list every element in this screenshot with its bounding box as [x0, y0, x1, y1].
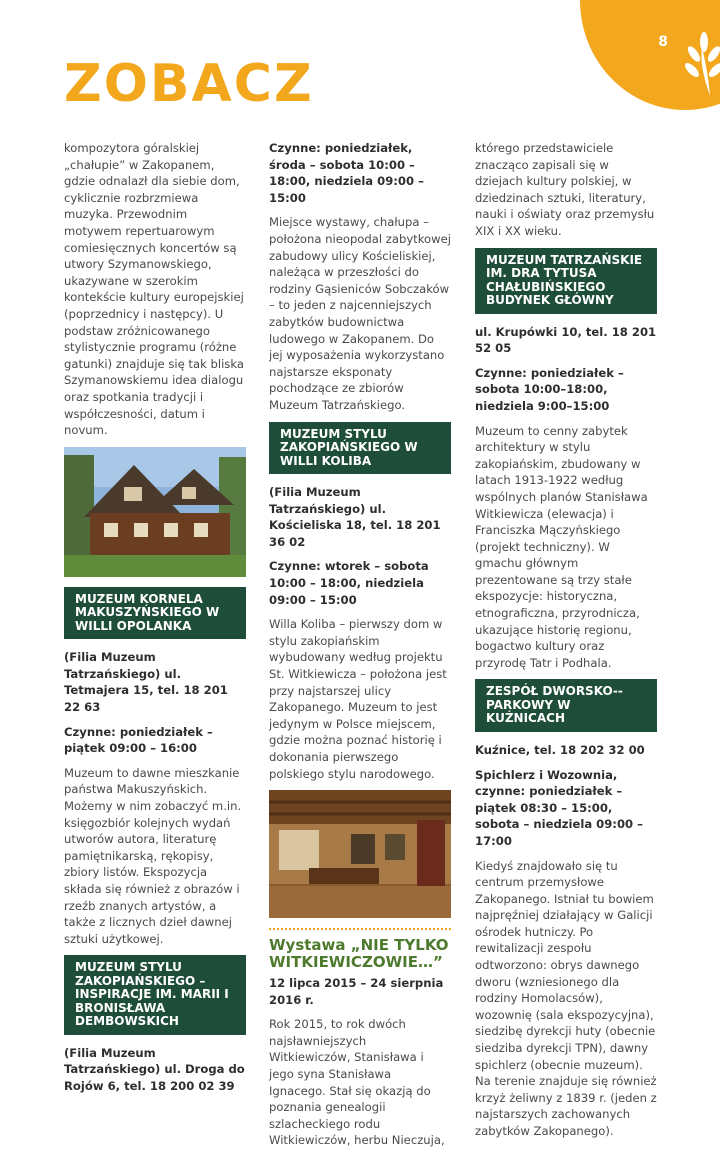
kuznice-address: Kuźnice, tel. 18 202 32 00: [475, 742, 645, 757]
column-1: [64, 140, 246, 1103]
koliba-interior-photo: [269, 790, 451, 918]
museum-makuszynski-title: MUZEUM KORNELA MAKUSZYŃSKIEGO W WILLI OPOLANKA: [64, 587, 246, 640]
museum-koliba-description: Willa Koliba – pierwszy dom w stylu zakopiańskim wybudowany według projektu St. Witkiewicza – położona jest przy najstarszej ulicy Zakopanego. Muzeum to jest jedynym w Polsce miejscem, gdzie można poznać historię i dokonania pierwszego polskiego stylu narodowego.: [269, 617, 447, 781]
wheat-icon: [670, 28, 720, 98]
museum-makuszynski-address: (Filia Muzeum Tatrzańskiego) ul. Tetmajera 15, tel. 18 201 22 63: [64, 650, 228, 714]
intro-continued: którego przedstawiciele znacząco zapisali się w dziejach kultury polskiej, w dziedzinach sztuki, literatury, nauki i oświaty oraz przemysłu XIX i XX wieku.: [475, 141, 655, 238]
exhibition-title: Wystawa „NIE TYLKO WITKIEWICZOWIE…”: [269, 928, 451, 971]
museum-koliba-hours: Czynne: wtorek – sobota 10:00 – 18:00, niedziela 09:00 – 15:00: [269, 559, 429, 607]
chalupa-description: Miejsce wystawy, chałupa – położona nieopodal zabytkowej zabudowy ulicy Kościeliskiej, należąca w przeszłości do rodziny Gąsieniców Sobczaków – to jeden z najcenniejszych zabytków budownictwa ludowego w Zakopanem. Do jej wyposażenia wykorzystano najstarsze eksponaty pochodzące ze zbiorów Muzeum Tatrzańskiego.: [269, 215, 451, 412]
page-number: 8: [658, 34, 668, 50]
villa-opolanka-photo: [64, 447, 246, 577]
page-title: ZOBACZ: [64, 54, 314, 114]
kuznice-description: Kiedyś znajdowało się tu centrum przemysłowe Zakopanego. Istniał tu bowiem najpręźniej działający w Galicji ośrodek hutniczy. Po rewitalizacji zespołu odtworzono: obrys dawnego dworu (wzniesionego dla rodziny Homolacsów), wozownię (sala ekspozycyjna), siedzibę dyrekcji huty (obecnie siedziba dyrekcji TPN), dawny spichlerz (obecnie muzeum). Na terenie znajduje się również krzyż żeliwny z 1839 r. (jeden z najstarszych zachowanych zabytków Zakopanego).: [475, 858, 657, 1138]
exhibition-description: Rok 2015, to rok dwóch najsławniejszych Witkiewiczów, Stanisława i jego syna Stanisława Ignacego. Stał się okazją do poznania genealogii szlacheckiego rodu Witkiewiczów, herbu Nieczuja,: [269, 1017, 445, 1148]
museum-tatrzanskie-hours: Czynne: poniedziałek – sobota 10:00–18:00, niedziela 9:00–15:00: [475, 365, 624, 413]
museum-makuszynski-hours: Czynne: poniedziałek – piątek 09:00 – 16:00: [64, 724, 213, 756]
exhibition-dates: 12 lipca 2015 – 24 sierpnia 2016 r.: [269, 976, 444, 1007]
museum-koliba-title: MUZEUM STYLU ZAKOPIAŃSKIEGO W WILLI KOLIBA: [269, 422, 451, 475]
museum-dembowskich-address: (Filia Muzeum Tatrzańskiego) ul. Droga do Rojów 6, tel. 18 200 02 39: [64, 1045, 245, 1093]
museum-dembowskich-title: MUZEUM STYLU ZAKOPIAŃSKIEGO – INSPIRACJE IM. MARII I BRONISŁAWA DEMBOWSKICH: [64, 955, 246, 1035]
museum-tatrzanskie-description: Muzeum to cenny zabytek architektury w stylu zakopiańskim, zbudowany w latach 1913-1922 według wspólnych planów Stanisława Witkiewicza (elewacja) i Franciszka Mączyńskiego (projekt techniczny). W gmachu głównym prezentowane są trzy stałe ekspozycje: historyczna, etnograficzna, przyrodnicza, ukazujące historię regionu, bogactwo kultury oraz przyrodę Tatr i Podhala.: [475, 423, 648, 670]
museum-koliba-address: (Filia Muzeum Tatrzańskiego) ul. Kościeliska 18, tel. 18 201 36 02: [269, 485, 441, 549]
intro-text: kompozytora góralskiej „chałupie” w Zakopanem, gdzie odnalazł dla siebie dom, cyklicznie rozbrzmiewa muzyka. Przewodnim motywem repertuarowym comiesięcznych koncertów są utwory Szymanowskiego, ukazywane w szerokim kontekście kultury europejskiej (poprzednicy i następcy). U podstaw zróżnicowanego stylistycznie programu (różne gatunki) znajduje się tak bliska Szymanowskiemu idea dialogu oraz spotkania tradycji i współczesności, datum i novum.: [64, 141, 244, 438]
museum-tatrzanskie-title: MUZEUM TATRZAŃSKIE IM. DRA TYTUSA CHAŁUBIŃSKIEGO BUDYNEK GŁÓWNY: [475, 248, 657, 314]
column-2: [269, 140, 451, 1157]
kuznice-title: ZESPÓŁ DWORSKO--PARKOWY W KUŹNICACH: [475, 679, 657, 732]
column-3: [475, 140, 657, 1148]
chalupa-hours: Czynne: poniedziałek, środa – sobota 10:00 – 18:00, niedziela 09:00 – 15:00: [269, 141, 424, 205]
kuznice-hours: Spichlerz i Wozownia, czynne: poniedziałek – piątek 08:30 – 15:00, sobota – niedziela 09:00 – 17:00: [475, 767, 643, 848]
museum-tatrzanskie-address: ul. Krupówki 10, tel. 18 201 52 05: [475, 324, 657, 356]
museum-makuszynski-description: Muzeum to dawne mieszkanie państwa Makuszyńskich. Możemy w nim zobaczyć m.in. księgozbiór kolejnych wydań utworów autora, literaturę pamiętnikarską, rękopisy, zbiory listów. Ekspozycja składa się również z obrazów i rzeźb znanych artystów, a także z licznych dzieł dawnej sztuki użytkowej.: [64, 765, 242, 946]
